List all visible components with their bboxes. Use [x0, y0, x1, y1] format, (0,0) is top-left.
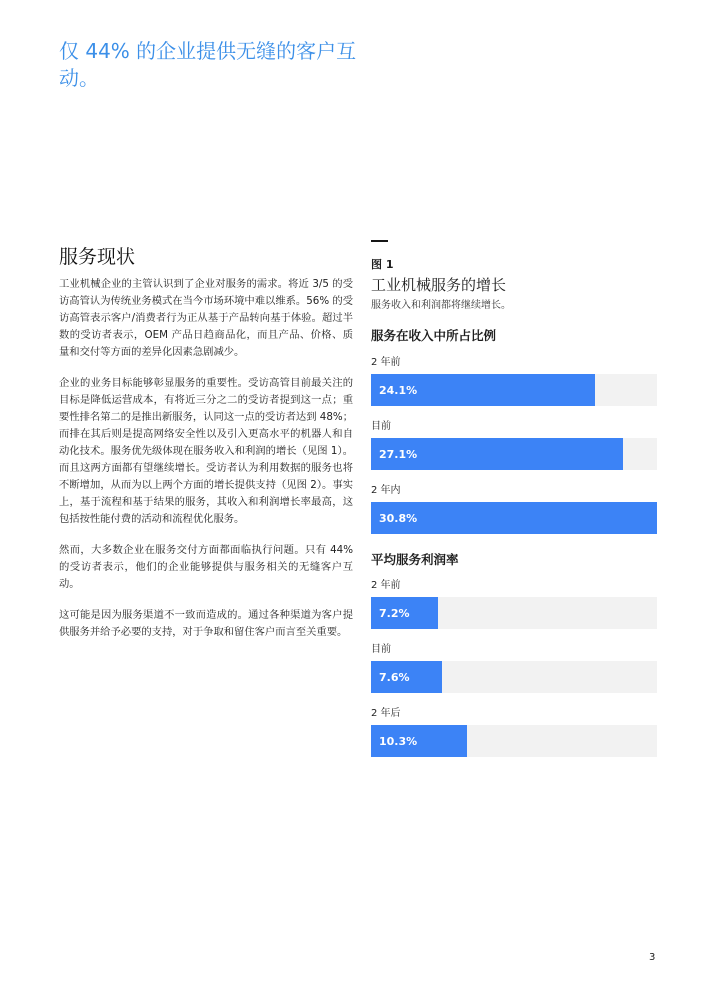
page-number: 3 [649, 952, 656, 963]
bar-row [371, 356, 657, 406]
body-paragraph: 企业的业务目标能够彰显服务的重要性。受访高管目前最关注的目标是降低运营成本，有将近三分之二的受访者提到这一点；重要性排名第二的是推出新服务，认同这一点的受访者达到 48%；而排在其后则是提高网络安全性以及引入更高水平的机器人和自动化技术。服务优先级体现在服务收入和利润的增长（见图 1）。而且这两方面都有望继续增长。受访者认为利用数据的服务也将不断增加，从而为以上两个方面的增长提供支持（见图 2）。事实上，基于流程和基于结果的服务，其收入和利润增长率最高，这包括按性能付费的活动和流程优化服务。 [59, 377, 353, 525]
bar-value-label: 10.3% [379, 734, 418, 748]
bar-row [371, 420, 657, 470]
bar-row [371, 579, 657, 629]
bar-track [371, 597, 657, 629]
bar-value-label: 27.1% [379, 447, 418, 461]
bar [371, 502, 657, 534]
section-title: 服务现状 [59, 246, 136, 268]
body-paragraph: 工业机械企业的主管认识到了企业对服务的需求。将近 3/5 的受访高管认为传统业务模式在当今市场环境中难以维系。56% 的受访高管表示客户/消费者行为正从基于产品转向基于体验。超过半数的受访者表示，OEM 产品日趋商品化，而且产品、价格、质量和交付等方面的差异化因素急剧减少。 [59, 278, 353, 358]
bar-category-label: 2 年前 [371, 357, 401, 368]
bar-category-label: 目前 [371, 644, 391, 655]
bar-value-label: 7.2% [379, 606, 410, 620]
figure-rule [371, 240, 388, 242]
figure-subtitle: 服务收入和利润都将继续增长。 [371, 300, 511, 311]
body-paragraph: 这可能是因为服务渠道不一致而造成的。通过各种渠道为客户提供服务并给予必要的支持，对于争取和留住客户而言至关重要。 [59, 609, 353, 638]
body-text [59, 276, 353, 655]
bar [371, 725, 467, 757]
bar-category-label: 目前 [371, 421, 391, 432]
figure-title: 工业机械服务的增长 [371, 276, 507, 294]
bar-track [371, 661, 657, 693]
body-paragraph: 然而，大多数企业在服务交付方面都面临执行问题。只有 44% 的受访者表示，他们的企业能够提供与服务相关的无缝客户互动。 [59, 544, 353, 590]
chart-service-margin [371, 552, 657, 757]
bar [371, 438, 623, 470]
bar-track [371, 374, 657, 406]
bar [371, 597, 438, 629]
bar-track [371, 725, 657, 757]
figure-label: 图 1 [371, 258, 394, 271]
bar-row [371, 643, 657, 693]
bar-row [371, 484, 657, 534]
pull-quote: 仅 44% 的企业提供无缝的客户互动。 [59, 39, 357, 90]
bar-category-label: 2 年后 [371, 708, 401, 719]
bar-category-label: 2 年内 [371, 485, 401, 496]
bar-value-label: 7.6% [379, 670, 410, 684]
bar-value-label: 30.8% [379, 511, 418, 525]
chart-title: 服务在收入中所占比例 [371, 328, 497, 343]
bar-track [371, 438, 657, 470]
chart-title: 平均服务利润率 [371, 552, 459, 567]
bar-category-label: 2 年前 [371, 580, 401, 591]
bar [371, 374, 595, 406]
bar-value-label: 24.1% [379, 383, 418, 397]
bar-track [371, 502, 657, 534]
bar [371, 661, 442, 693]
chart-revenue-share [371, 328, 657, 534]
bar-row [371, 707, 657, 757]
figure-1 [371, 240, 657, 757]
